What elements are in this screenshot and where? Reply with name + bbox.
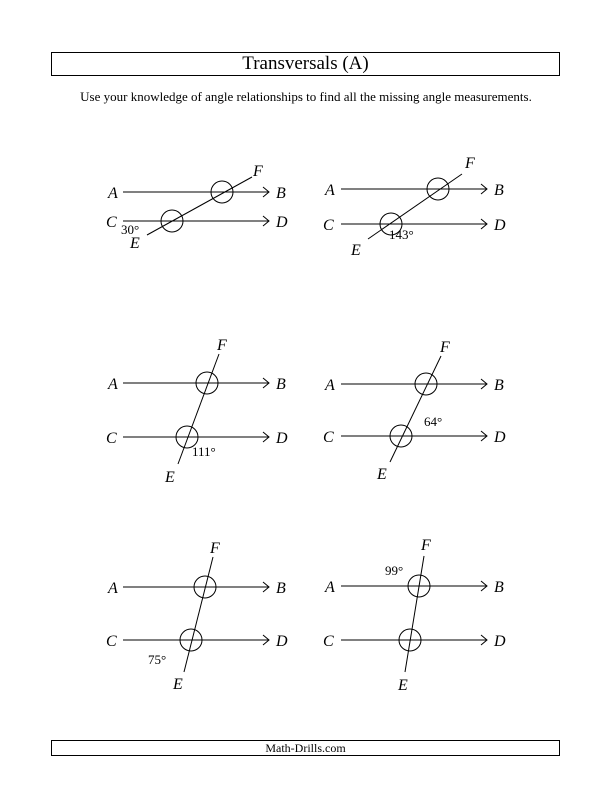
label-c: C [323, 217, 334, 234]
label-b: B [494, 377, 504, 394]
label-a: A [325, 579, 335, 596]
label-e: E [398, 677, 408, 694]
label-e: E [173, 676, 183, 693]
given-angle: 30° [121, 222, 140, 237]
given-angle: 64° [424, 414, 443, 429]
label-d: D [494, 429, 506, 446]
label-a: A [108, 580, 118, 597]
label-c: C [106, 214, 117, 231]
given-angle: 111° [192, 444, 216, 459]
label-d: D [276, 633, 288, 650]
label-e: E [130, 235, 140, 252]
label-c: C [106, 633, 117, 650]
label-f: F [210, 540, 220, 557]
label-f: F [253, 163, 263, 180]
label-d: D [276, 214, 288, 231]
label-d: D [276, 430, 288, 447]
label-b: B [276, 376, 286, 393]
label-b: B [494, 182, 504, 199]
label-d: D [494, 633, 506, 650]
label-f: F [217, 337, 227, 354]
worksheet-title: Transversals (A) [51, 52, 560, 76]
label-b: B [276, 185, 286, 202]
given-angle: 143° [389, 227, 414, 242]
label-c: C [323, 429, 334, 446]
label-b: B [276, 580, 286, 597]
label-d: D [494, 217, 506, 234]
label-c: C [323, 633, 334, 650]
label-e: E [165, 469, 175, 486]
label-a: A [108, 376, 118, 393]
label-f: F [421, 537, 431, 554]
label-a: A [108, 185, 118, 202]
label-a: A [325, 377, 335, 394]
transversal [405, 556, 424, 672]
label-c: C [106, 430, 117, 447]
instructions: Use your knowledge of angle relationships to find all the missing angle measurements. [80, 89, 532, 104]
footer-credit: Math-Drills.com [51, 740, 560, 756]
label-e: E [377, 466, 387, 483]
label-f: F [465, 155, 475, 172]
given-angle: 75° [148, 652, 167, 667]
label-a: A [325, 182, 335, 199]
label-f: F [440, 339, 450, 356]
label-e: E [351, 242, 361, 259]
given-angle: 99° [385, 563, 404, 578]
label-b: B [494, 579, 504, 596]
